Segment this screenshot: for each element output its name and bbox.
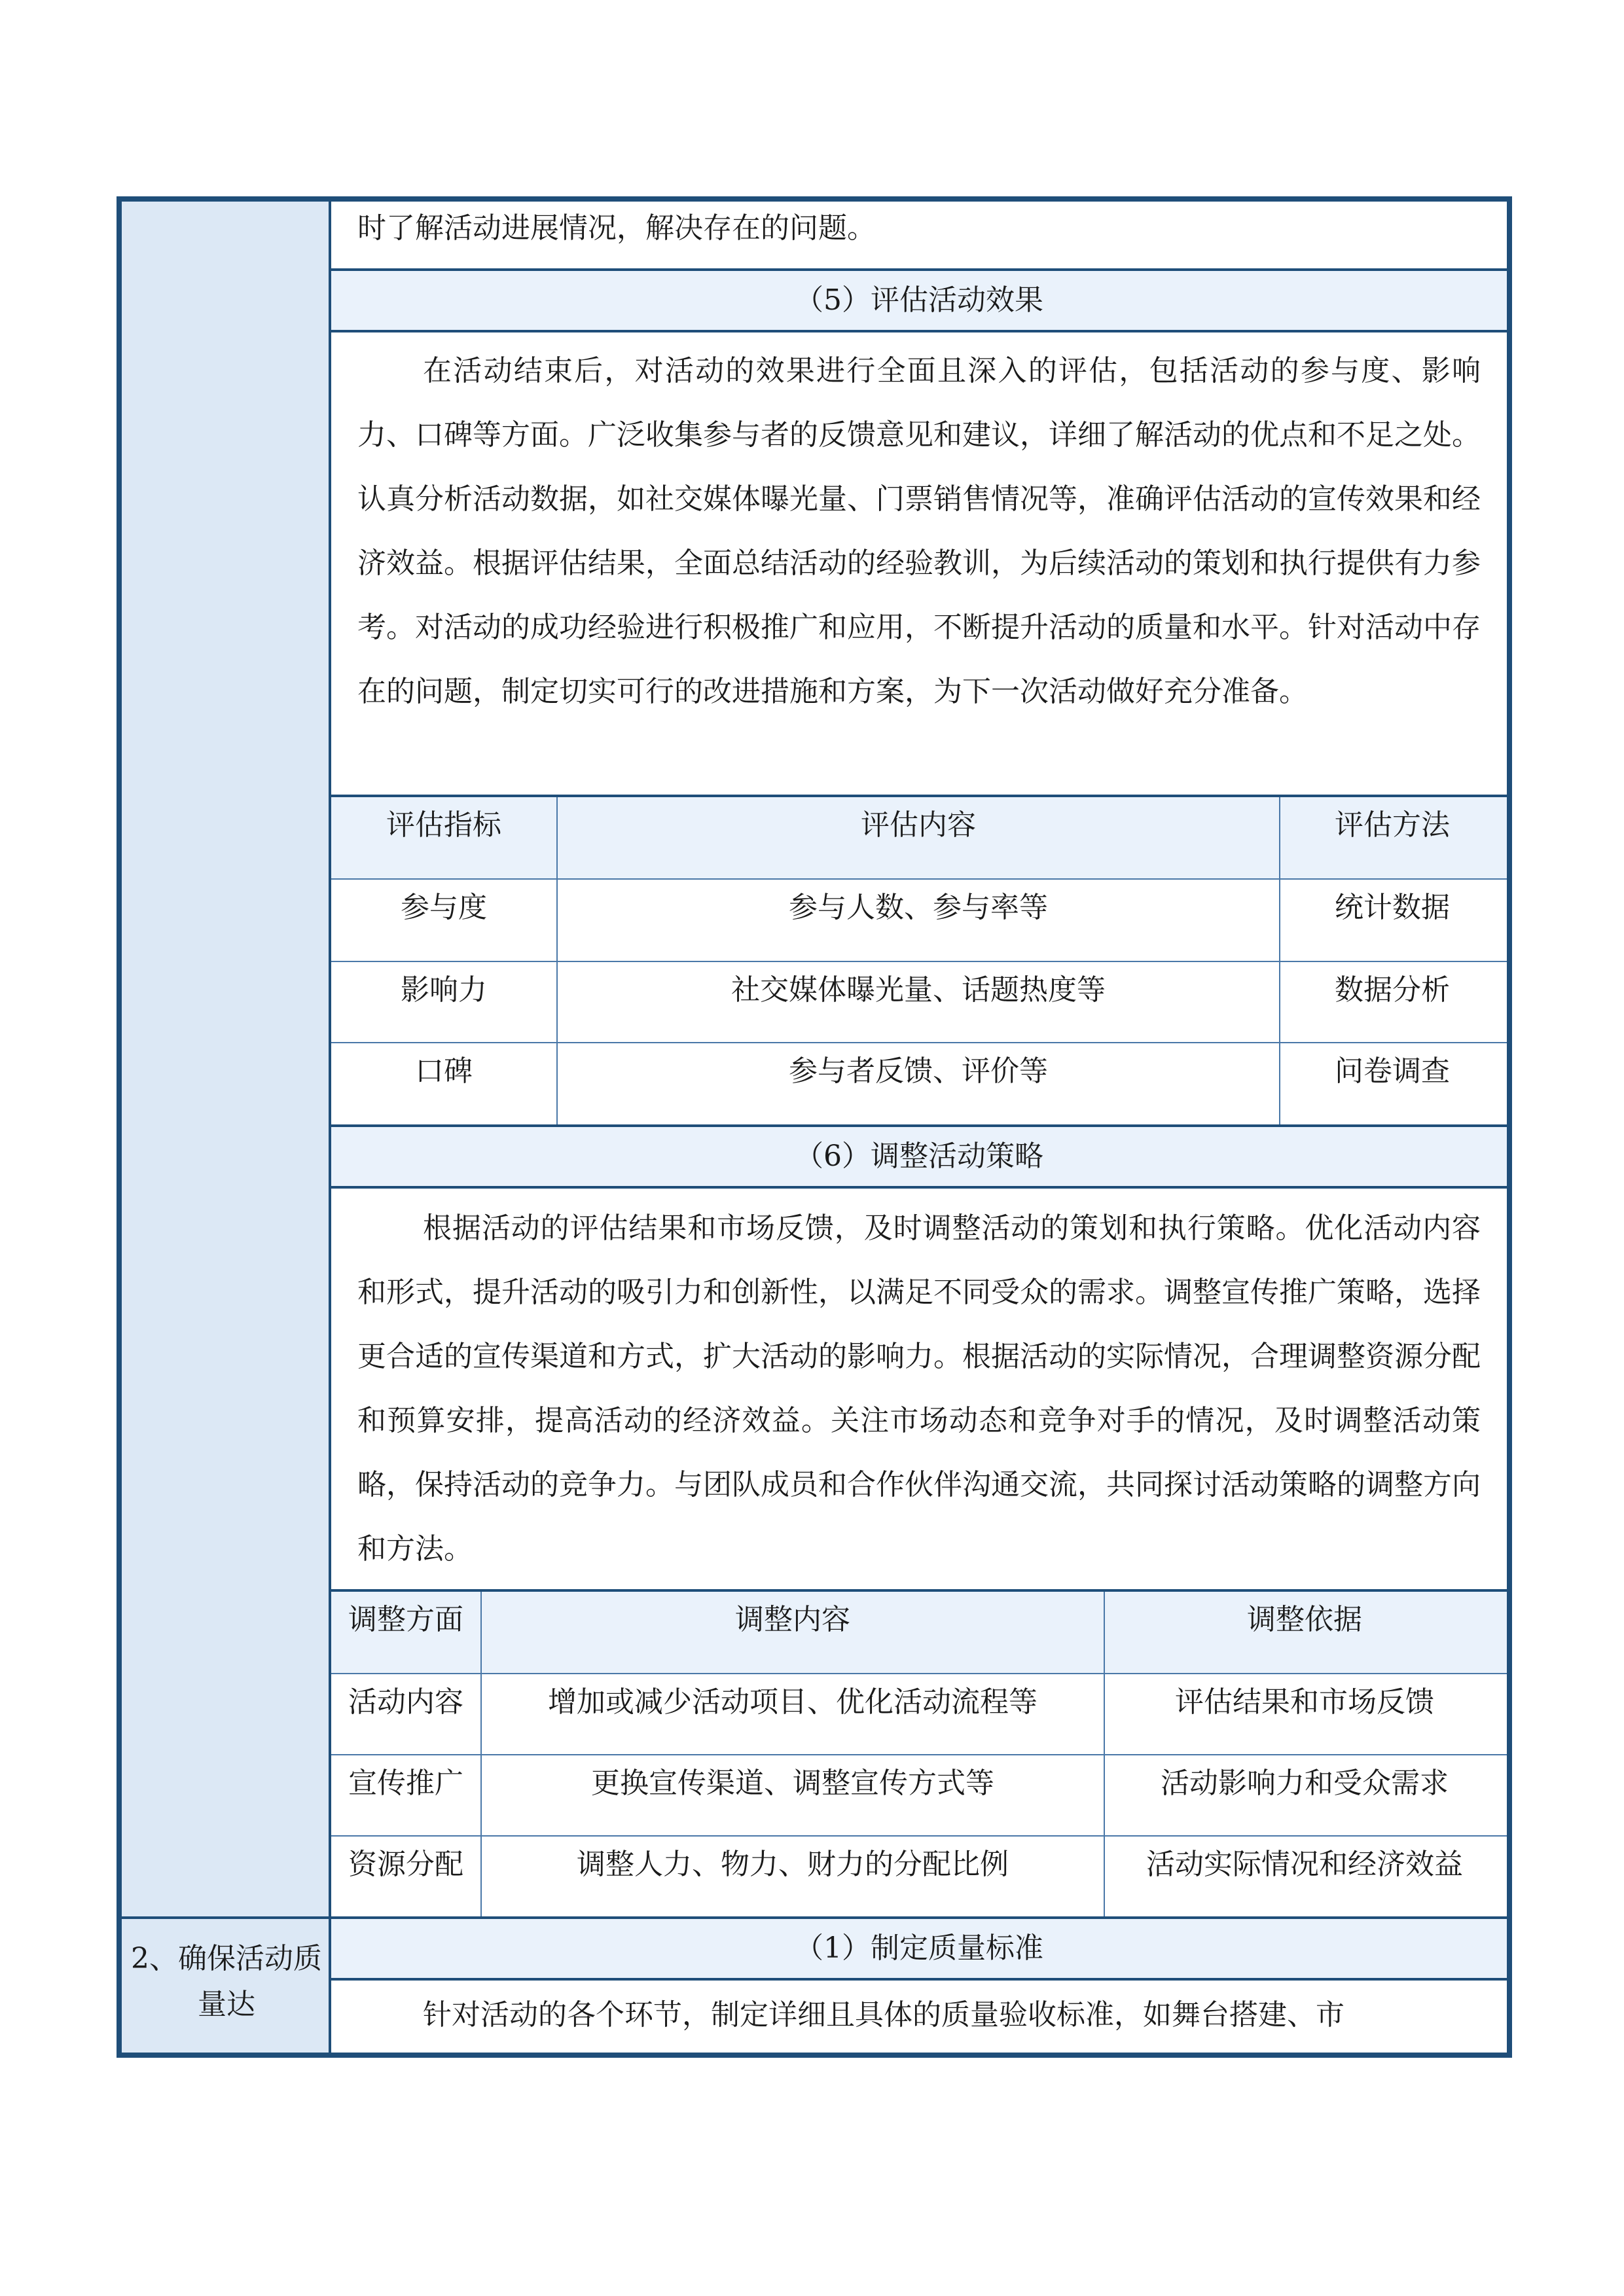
quality-section-paragraph: 针对活动的各个环节，制定详细且具体的质量验收标准，如舞台搭建、市 [423,1998,1344,2032]
table-cell: 宣传推广 [348,1767,463,1800]
table-cell: 活动影响力和受众需求 [1161,1767,1449,1800]
table-cell: 社交媒体曝光量、话题热度等 [731,973,1106,1007]
row-divider [331,330,1507,332]
table-cell: 数据分析 [1335,973,1450,1007]
table-cell: 口碑 [415,1054,473,1088]
table-header-cell: 调整方面 [348,1603,463,1636]
section-6-paragraph: 根据活动的评估结果和市场反馈，及时调整活动的策划和执行策略。优化活动内容和形式，提升活动的吸引力和创新性，以满足不同受众的需求。调整宣传推广策略，选择更合适的宣传渠道和方式，扩大活动的影响力。根据活动的实际情况，合理调整资源分配和预算安排，提高活动的经济效益。关注市场动态和竞争对手的情况，及时调整活动策略，保持活动的竞争力。与团队成员和合作伙伴沟通交流，共同探讨活动策略的调整方向和方法。 [357,1211,1481,1566]
section-6-title: （6）调整活动策略 [795,1139,1043,1173]
table-cell: 问卷调查 [1335,1054,1450,1088]
table-cell: 活动内容 [348,1685,463,1719]
table-cell: 更换宣传渠道、调整宣传方式等 [591,1767,994,1800]
table-header-cell: 评估内容 [861,808,976,842]
right-content-column [331,202,1507,2053]
left-category-label: 2、确保活动质量达 [131,1942,322,2021]
table-header-cell: 评估方法 [1335,808,1450,842]
table-cell: 资源分配 [348,1848,463,1881]
section-5-paragraph: 在活动结束后，对活动的效果进行全面且深入的评估，包括活动的参与度、影响力、口碑等方面。广泛收集参与者的反馈意见和建议，详细了解活动的优点和不足之处。认真分析活动数据，如社交媒体曝光量、门票销售情况等，准确评估活动的宣传效果和经济效益。根据评估结果，全面总结活动的经验教训，为后续活动的策划和执行提供有力参考。对活动的成功经验进行积极推广和应用，不断提升活动的质量和水平。针对活动中存在的问题，制定切实可行的改进措施和方案，为下一次活动做好充分准备。 [357,354,1481,708]
content-table-frame [117,196,1512,2058]
table-header-cell: 调整依据 [1247,1603,1362,1636]
table-cell: 影响力 [401,973,487,1007]
table-header-cell: 评估指标 [386,808,501,842]
table-header-cell: 调整内容 [735,1603,850,1636]
table-cell: 调整人力、物力、财力的分配比例 [577,1848,1009,1881]
table-cell: 参与人数、参与率等 [789,891,1048,924]
left-category-column [122,202,331,2053]
table-cell: 参与者反馈、评价等 [789,1054,1048,1088]
table-cell: 统计数据 [1335,891,1450,924]
table-cell: 增加或减少活动项目、优化活动流程等 [548,1685,1038,1719]
section-5-title: （5）评估活动效果 [795,283,1043,317]
table-cell: 活动实际情况和经济效益 [1146,1848,1463,1881]
row-divider [331,1978,1507,1981]
table-cell: 参与度 [401,891,487,924]
quality-section-title: （1）制定质量标准 [795,1931,1043,1965]
continued-paragraph: 时了解活动进展情况，解决存在的问题。 [357,211,876,245]
row-divider [331,1186,1507,1189]
left-column-divider [122,1916,331,1919]
table-cell: 评估结果和市场反馈 [1175,1685,1434,1719]
